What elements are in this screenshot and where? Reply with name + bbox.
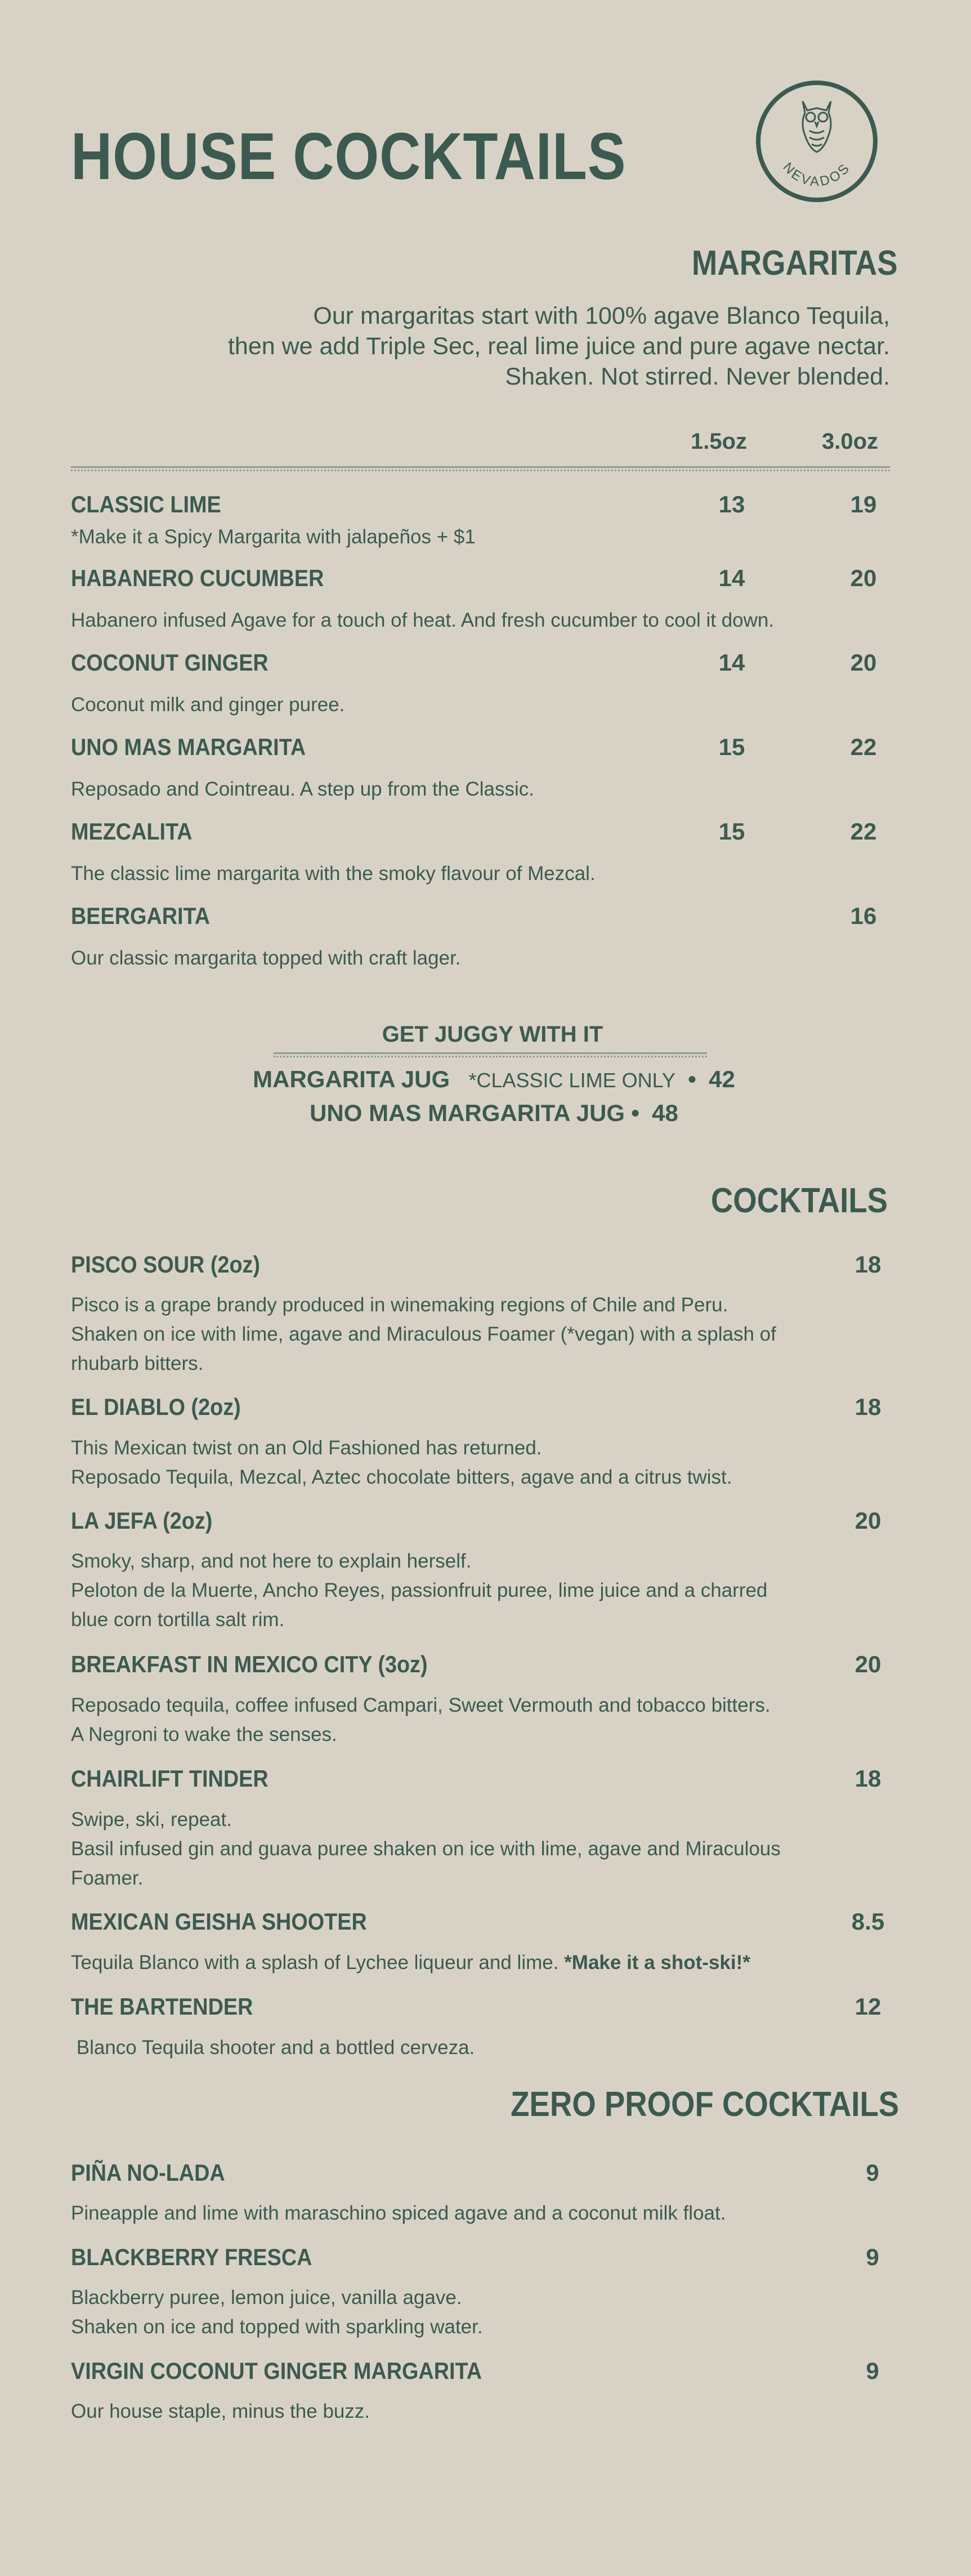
page-title: HOUSE COCKTAILS [71,119,627,194]
price-small: 13 [718,491,745,517]
size-large-header: 3.0oz [821,429,879,454]
item-price: 8.5 [851,1908,885,1935]
item-price: 12 [854,1993,881,2020]
item-name: VIRGIN COCONUT GINGER MARGARITA [71,2358,482,2384]
zero-proof-title: ZERO PROOF COCKTAILS [510,2085,899,2124]
item-name: LA JEFA (2oz) [71,1507,213,1534]
owl-logo [754,79,879,204]
cocktails-title: COCKTAILS [710,1181,888,1220]
price-small: 15 [718,818,745,845]
price-large: 20 [850,649,877,676]
jug-name: UNO MAS MARGARITA JUG [310,1100,625,1126]
logo-text: NEVADOS [780,159,854,190]
item-name: MEXICAN GEISHA SHOOTER [71,1908,367,1935]
item-price: 18 [854,1765,881,1792]
item-desc: Reposado and Cointreau. A step up from the Classic. [71,778,534,800]
jug-price: 48 [652,1100,678,1126]
jug-price: 42 [709,1066,735,1092]
item-name: BLACKBERRY FRESCA [71,2244,312,2270]
divider [71,466,890,471]
item-name: PISCO SOUR (2oz) [71,1251,261,1278]
item-name: PIÑA NO-LADA [71,2159,225,2186]
item-desc: Tequila Blanco with a splash of Lychee liqueur and lime. *Make it a shot-ski!* [71,1952,750,1974]
item-desc: Coconut milk and ginger puree. [71,694,345,716]
item-name: BEERGARITA [71,903,211,929]
item-name: THE BARTENDER [71,1993,253,2020]
item-desc: Pisco is a grape brandy produced in winemaking regions of Chile and Peru. Shaken on ice with lime, agave and Miraculous Foamer (*vegan) with a splash of rhubarb bitters. [71,1294,776,1374]
item-desc: *Make it a Spicy Margarita with jalapeños + $1 [71,526,476,548]
item-price: 20 [854,1651,881,1677]
item-price: 18 [854,1394,881,1420]
margaritas-intro: Our margaritas start with 100% agave Blanco Tequila, then we add Triple Sec, real lime juice and pure agave nectar. Shaken. Not stirred. Never blended. [227,302,890,390]
jug-line-margarita [0,1066,971,1093]
item-desc: The classic lime margarita with the smoky flavour of Mezcal. [71,863,596,885]
item-name: UNO MAS MARGARITA [71,734,306,760]
svg-text:NEVADOS [780,160,853,190]
item-name: MEZCALITA [71,818,193,845]
jug-sep: • [688,1066,696,1092]
item-desc: Smoky, sharp, and not here to explain herself. Peloton de la Muerte, Ancho Reyes, passionfruit puree, lime juice and a charred blue corn tortilla salt rim. [71,1550,768,1631]
item-name: HABANERO CUCUMBER [71,565,324,591]
price-large: 19 [850,491,877,517]
item-desc: Our classic margarita topped with craft lager. [71,947,461,969]
shot-ski-note: *Make it a shot-ski!* [564,1952,750,1974]
jug-line-uno-mas [0,1100,971,1127]
item-desc: Pineapple and lime with maraschino spiced agave and a coconut milk float. [71,2202,726,2224]
size-small-header: 1.5oz [690,429,748,454]
item-price: 9 [866,2159,879,2186]
price-large: 20 [850,565,877,591]
item-name: CHAIRLIFT TINDER [71,1765,269,1792]
item-desc: This Mexican twist on an Old Fashioned has returned. Reposado Tequila, Mezcal, Aztec chocolate bitters, agave and a citrus twist. [71,1437,732,1488]
price-small: 14 [718,565,745,591]
item-desc: Blackberry puree, lemon juice, vanilla agave. Shaken on ice and topped with sparkling water. [71,2287,483,2338]
price-large: 16 [850,903,877,929]
item-name: CLASSIC LIME [71,491,221,517]
item-desc: Reposado tequila, coffee infused Campari, Sweet Vermouth and tobacco bitters. A Negroni to wake the senses. [71,1694,771,1745]
item-price: 18 [854,1251,881,1278]
jug-sep: • [631,1100,639,1126]
item-name: BREAKFAST IN MEXICO CITY (3oz) [71,1651,428,1677]
item-desc: Our house staple, minus the buzz. [71,2400,370,2422]
price-small: 14 [718,649,745,676]
item-desc: Habanero infused Agave for a touch of heat. And fresh cucumber to cool it down. [71,609,775,631]
item-price: 9 [866,2244,879,2270]
jugs-divider [274,1052,707,1057]
margaritas-title: MARGARITAS [692,244,898,283]
item-name: EL DIABLO (2oz) [71,1394,241,1420]
item-price: 9 [866,2358,879,2384]
jug-name: MARGARITA JUG [253,1066,450,1092]
jug-note: *CLASSIC LIME ONLY [468,1069,675,1092]
jugs-title: GET JUGGY WITH IT [382,1022,603,1047]
item-desc: Swipe, ski, repeat. Basil infused gin and guava puree shaken on ice with lime, agave and Miraculous Foamer. [71,1809,781,1889]
price-small: 15 [718,734,745,760]
price-large: 22 [850,734,877,760]
item-desc: Blanco Tequila shooter and a bottled cerveza. [71,2037,475,2059]
price-large: 22 [850,818,877,845]
item-price: 20 [854,1507,881,1534]
item-name: COCONUT GINGER [71,649,269,676]
